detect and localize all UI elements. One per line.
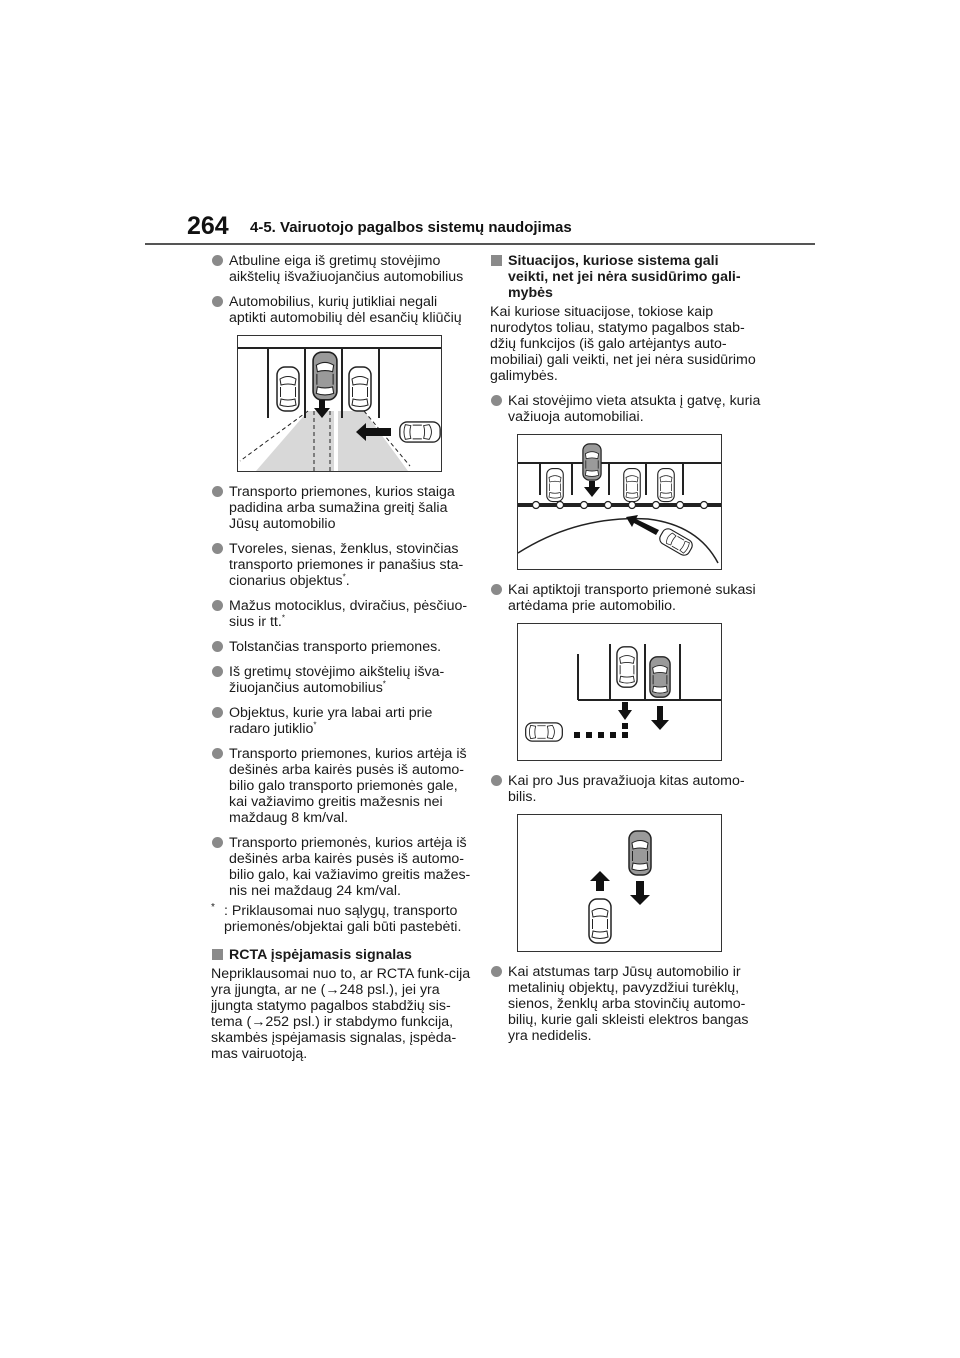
bullet-dot-icon — [212, 748, 223, 759]
section-title: 4-5. Vairuotojo pagalbos sistemų naudojimas — [250, 219, 572, 236]
list-item: Tolstančias transporto priemones. — [211, 639, 471, 655]
page-header — [145, 212, 815, 242]
section-square-icon — [491, 255, 502, 266]
car-icon — [313, 352, 337, 400]
bullet-dot-icon — [212, 255, 223, 266]
bullet-dot-icon — [212, 296, 223, 307]
list-item: Tvoreles, sienas, ženklus, stovinčias transporto priemones ir panašius sta-cionarius objektus*. — [211, 541, 471, 589]
right-column — [490, 253, 762, 1053]
figure-passing-vehicle — [517, 814, 722, 952]
list-item: Transporto priemones, kurios artėja iš dešinės arba kairės pusės iš automo-bilio galo transporto priemonės gale, kai važiavimo greitis mažesnis nei maždaug 8 km/val. — [211, 746, 471, 826]
list-item: Iš gretimų stovėjimo aikštelių išva-žiuojančius automobilius* — [211, 664, 471, 696]
footnote: * : Priklausomai nuo sąlygų, transporto priemonės/objektai gali būti pastebėti. — [211, 902, 462, 935]
list-item: Kai aptiktoji transporto priemonė sukasi artėdama prie automobilio. — [490, 582, 762, 614]
bullet-dot-icon — [491, 966, 502, 977]
section-square-icon — [212, 949, 223, 960]
bullet-dot-icon — [212, 837, 223, 848]
list-item: Transporto priemones, kurios staiga padidina arba sumažina greitį šalia Jūsų automobilio — [211, 484, 471, 532]
list-item: Kai pro Jus pravažiuoja kitas automo-bilis. — [490, 773, 762, 805]
list-item: Kai stovėjimo vieta atsukta į gatvę, kuria važiuoja automobiliai. — [490, 393, 762, 425]
section-heading: Situacijos, kuriose sistema gali veikti, net jei nėra susidūrimo gali-mybės — [490, 253, 762, 301]
header-divider — [145, 243, 815, 245]
paragraph: Nepriklausomai nuo to, ar RCTA funk-cija yra įjungta, ar ne (→248 psl.), jei yra įjungta statymo pagalbos stabdžių sis-tema (→252 psl.) ir stabdymo funkcija, skambės įspėjamasis signalas, įspėda-mas vairuotoją. — [211, 966, 471, 1062]
list-item: Objektus, kurie yra labai arti prie radaro jutiklio* — [211, 705, 471, 737]
car-icon — [349, 367, 371, 411]
section-heading: RCTA įspėjamasis signalas — [211, 947, 471, 963]
list-item: Atbuline eiga iš gretimų stovėjimo aikštelių išvažiuojančius automobilius — [211, 253, 471, 285]
figure-street-parking — [517, 434, 722, 570]
bullet-dot-icon — [491, 584, 502, 595]
figure-turning-vehicle — [517, 623, 722, 761]
left-column — [211, 253, 471, 1071]
list-item: Mažus motociklus, dviračius, pėsčiuo-sius ir tt.* — [211, 598, 471, 630]
list-item: Kai atstumas tarp Jūsų automobilio ir metalinių objektų, pavyzdžiui turėklų, sienos, ženklų arba stovinčių automo-bilių, kurie gali skleisti elektros bangas yra nedidelis. — [490, 964, 762, 1044]
bullet-dot-icon — [491, 395, 502, 406]
paragraph: Kai kuriose situacijose, tokiose kaip nurodytos toliau, statymo pagalbos stab-džių funkcijos (iš galo artėjantys auto-mobiliai) gali veikti, net jei nėra susidūrimo galimybės. — [490, 304, 756, 384]
bullet-dot-icon — [212, 707, 223, 718]
list-item: Transporto priemonės, kurios artėja iš dešinės arba kairės pusės iš automo-bilio galo, kai važiavimo greitis mažes-nis nei maždaug 24 km/val. — [211, 835, 471, 899]
list-item: Automobilius, kurių jutikliai negali aptikti automobilių dėl esančių kliūčių — [211, 294, 471, 326]
car-icon — [277, 367, 299, 411]
figure-reversing-cars — [237, 335, 442, 472]
bullet-dot-icon — [212, 486, 223, 497]
bullet-dot-icon — [212, 600, 223, 611]
bullet-dot-icon — [212, 641, 223, 652]
bullet-dot-icon — [212, 543, 223, 554]
page-number: 264 — [187, 212, 229, 240]
bullet-dot-icon — [491, 775, 502, 786]
bullet-dot-icon — [212, 666, 223, 677]
